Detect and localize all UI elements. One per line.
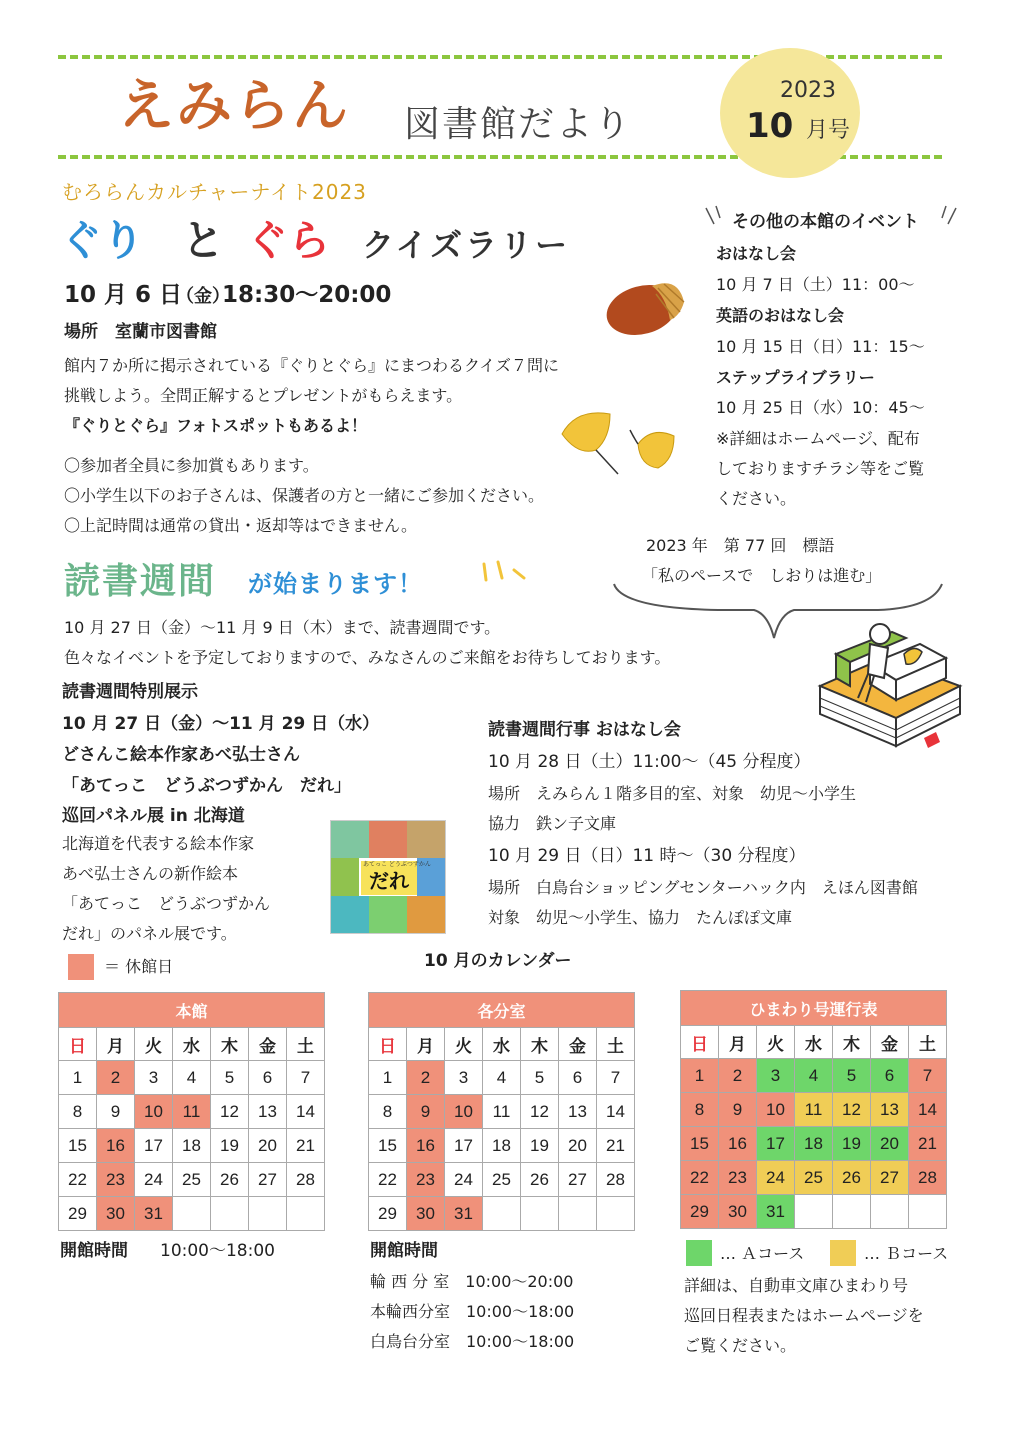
weekday-header: 水: [483, 1028, 521, 1061]
calendar-day: 28: [909, 1161, 947, 1195]
event-english-date: 10 月 15 日（日）11：15〜: [716, 337, 925, 356]
calendar-day: 6: [559, 1061, 597, 1095]
calendar-day: 22: [681, 1161, 719, 1195]
weekday-header: 土: [909, 1026, 947, 1059]
calendar-week-row: [681, 1195, 947, 1229]
bunshitsu-calendar-title: 各分室: [369, 993, 635, 1028]
calendar-day: 21: [597, 1129, 635, 1163]
exhibit-title: 読書週間特別展示: [62, 682, 198, 702]
branch-calendar: [368, 992, 635, 1231]
exhibit-date: 10 月 27 日（金）〜11 月 29 日（水）: [62, 714, 380, 734]
library-logo: えみらん: [118, 74, 350, 139]
sparkle-lines-icon: [476, 560, 536, 590]
calendar-week-row: [369, 1129, 635, 1163]
calendar-day: 25: [173, 1163, 211, 1197]
quiz-title-guri: ぐり: [60, 216, 145, 265]
honkan-calendar-title: 本館: [59, 993, 325, 1028]
calendar-day: 12: [211, 1095, 249, 1129]
calendar-day: 10: [135, 1095, 173, 1129]
story-1-coop: 協力 鉄ン子文庫: [488, 814, 617, 833]
event-english-name: 英語のおはなし会: [716, 306, 845, 325]
himawari-note-2: 巡回日程表またはホームページを: [684, 1306, 924, 1325]
calendar-day: 11: [483, 1095, 521, 1129]
calendar-week-row: [59, 1163, 325, 1197]
story-1-place: 場所 えみらん１階多目的室、対象 幼児〜小学生: [488, 784, 857, 803]
calendar-day: 5: [833, 1059, 871, 1093]
quiz-title-to: と: [182, 216, 225, 265]
weekday-header: 木: [833, 1026, 871, 1059]
ginkgo-leaf-icon: [556, 404, 686, 484]
calendar-day: 6: [871, 1059, 909, 1093]
quiz-title-rally: クイズラリー: [362, 226, 571, 264]
calendar-day: 10: [445, 1095, 483, 1129]
calendar-week-row: [681, 1127, 947, 1161]
calendar-week-row: [369, 1095, 635, 1129]
calendar-day: 7: [597, 1061, 635, 1095]
quiz-note-1: 〇参加者全員に参加賞もあります。: [64, 456, 319, 475]
story-events-title: 読書週間行事 おはなし会: [488, 720, 681, 740]
calendar-day: [249, 1197, 287, 1231]
reading-week-title-tail: が始まります！: [248, 570, 423, 598]
calendar-day: [287, 1197, 325, 1231]
reading-week-period: 10 月 27 日（金）〜11 月 9 日（木）まで、読書週間です。: [64, 618, 501, 637]
branch-hours-hakuchodai: 白鳥台分室 10:00〜18:00: [370, 1332, 575, 1351]
calendar-day: 12: [833, 1093, 871, 1127]
book-cover-subtitle: あてっこ どうぶつずかん: [363, 861, 431, 868]
calendar-week-row: [681, 1161, 947, 1195]
calendar-day: 6: [249, 1061, 287, 1095]
event-step-name: ステップライブラリー: [716, 368, 875, 387]
calendar-day: [597, 1197, 635, 1231]
events-note-1: ※詳細はホームページ、配布: [716, 429, 920, 448]
calendar-day: 9: [97, 1095, 135, 1129]
course-b-label: … Ｂコース: [864, 1244, 949, 1263]
calendar-week-row: [681, 1093, 947, 1127]
calendar-day: 3: [135, 1061, 173, 1095]
weekday-header: 火: [445, 1028, 483, 1061]
calendar-day: [211, 1197, 249, 1231]
slogan-caption: 2023 年 第 77 回 標語: [646, 536, 835, 555]
calendar-day: 7: [909, 1059, 947, 1093]
honkan-calendar: [58, 992, 325, 1231]
quiz-note-3: 〇上記時間は通常の貸出・返却等はできません。: [64, 516, 417, 535]
exhibit-desc-1: 北海道を代表する絵本作家: [62, 834, 255, 853]
calendar-day: 1: [369, 1061, 407, 1095]
calendar-day: 2: [407, 1061, 445, 1095]
himawari-calendar: [680, 990, 947, 1229]
weekday-header: 木: [521, 1028, 559, 1061]
exhibit-tour: 巡回パネル展 in 北海道: [62, 806, 245, 826]
calendar-week-row: [369, 1061, 635, 1095]
quiz-time: 18:30〜20:00: [222, 282, 392, 308]
calendar-day: 19: [521, 1129, 559, 1163]
weekday-header: 金: [871, 1026, 909, 1059]
calendar-day: 30: [719, 1195, 757, 1229]
calendar-day: 24: [135, 1163, 173, 1197]
calendar-day: 25: [483, 1163, 521, 1197]
calendar-day: 31: [135, 1197, 173, 1231]
calendar-day: 26: [211, 1163, 249, 1197]
calendar-day: 22: [369, 1163, 407, 1197]
calendar-day: 19: [833, 1127, 871, 1161]
calendar-day: 20: [559, 1129, 597, 1163]
course-b-swatch: [830, 1240, 856, 1266]
course-a-swatch: [686, 1240, 712, 1266]
weekday-header: 水: [173, 1028, 211, 1061]
book-cover: [330, 820, 446, 934]
quiz-date: 10 月 6 日: [64, 282, 183, 308]
calendar-day: 8: [369, 1095, 407, 1129]
calendar-day: 1: [681, 1059, 719, 1093]
calendar-day: 30: [97, 1197, 135, 1231]
calendar-day: 24: [445, 1163, 483, 1197]
calendar-day: 7: [287, 1061, 325, 1095]
quiz-desc-2: 挑戦しよう。全問正解するとプレゼントがもらえます。: [64, 386, 463, 405]
calendar-day: 13: [871, 1093, 909, 1127]
calendar-day: 22: [59, 1163, 97, 1197]
book-cover-title: だれ: [369, 869, 409, 893]
calendar-week-row: [369, 1197, 635, 1231]
weekday-header: 日: [59, 1028, 97, 1061]
calendar-day: 30: [407, 1197, 445, 1231]
calendar-day: 1: [59, 1061, 97, 1095]
calendar-day: 8: [681, 1093, 719, 1127]
weekday-header: 日: [369, 1028, 407, 1061]
calendar-day: 15: [369, 1129, 407, 1163]
quiz-kicker: むろらんカルチャーナイト2023: [62, 180, 367, 204]
exhibit-artist: どさんこ絵本作家あべ弘士さん: [62, 745, 300, 765]
weekday-header: 土: [287, 1028, 325, 1061]
story-2-place: 場所 白鳥台ショッピングセンターハック内 えほん図書館: [488, 878, 918, 897]
himawari-calendar-title: ひまわり号運行表: [681, 991, 947, 1026]
quiz-photo-spot: 『ぐりとぐら』フォトスポットもあるよ！: [64, 416, 368, 435]
calendar-week-row: [681, 1059, 947, 1093]
honkan-hours-label: 開館時間: [60, 1241, 128, 1261]
exhibit-desc-3: 「あてっこ どうぶつずかん: [62, 894, 271, 913]
calendar-day: 23: [407, 1163, 445, 1197]
quiz-desc-1: 館内７か所に掲示されている『ぐりとぐら』にまつわるクイズ７問に: [64, 356, 560, 375]
weekday-header: 月: [407, 1028, 445, 1061]
calendar-day: [909, 1195, 947, 1229]
quiz-note-2: 〇小学生以下のお子さんは、保護者の方と一緒にご参加ください。: [64, 486, 545, 505]
calendar-day: 15: [59, 1129, 97, 1163]
calendar-day: 29: [369, 1197, 407, 1231]
calendar-day: 14: [597, 1095, 635, 1129]
calendar-day: 26: [833, 1161, 871, 1195]
weekday-header: 火: [757, 1026, 795, 1059]
calendar-day: 20: [249, 1129, 287, 1163]
calendar-day: 19: [211, 1129, 249, 1163]
calendar-day: 26: [521, 1163, 559, 1197]
calendar-day: 27: [249, 1163, 287, 1197]
calendar-day: 27: [559, 1163, 597, 1197]
exhibit-desc-2: あべ弘士さんの新作絵本: [62, 864, 239, 883]
weekday-header: 金: [559, 1028, 597, 1061]
event-step-date: 10 月 25 日（水）10：45〜: [716, 398, 925, 417]
calendar-day: 31: [445, 1197, 483, 1231]
calendar-day: 28: [597, 1163, 635, 1197]
calendar-day: 12: [521, 1095, 559, 1129]
weekday-header: 月: [719, 1026, 757, 1059]
calendar-day: 3: [445, 1061, 483, 1095]
calendar-day: 18: [795, 1127, 833, 1161]
calendar-week-row: [59, 1197, 325, 1231]
calendar-day: [871, 1195, 909, 1229]
calendar-week-row: [369, 1163, 635, 1197]
story-1-date: 10 月 28 日（土）11:00〜（45 分程度）: [488, 752, 811, 772]
calendar-day: 4: [483, 1061, 521, 1095]
branch-hours-honwanishi: 本輪西分室 10:00〜18:00: [370, 1302, 575, 1321]
weekday-header: 日: [681, 1026, 719, 1059]
calendar-day: 23: [719, 1161, 757, 1195]
calendar-day: [483, 1197, 521, 1231]
calendar-day: 16: [97, 1129, 135, 1163]
calendar-day: 17: [135, 1129, 173, 1163]
exhibit-book-title: 「あてっこ どうぶつずかん だれ」: [62, 776, 351, 796]
himawari-note-3: ご覧ください。: [684, 1336, 797, 1355]
weekday-header: 月: [97, 1028, 135, 1061]
calendar-week-row: [59, 1095, 325, 1129]
calendar-day: 9: [407, 1095, 445, 1129]
himawari-note-1: 詳細は、自動車文庫ひまわり号: [684, 1276, 909, 1295]
calendar-day: [795, 1195, 833, 1229]
calendar-day: 31: [757, 1195, 795, 1229]
weekday-header: 金: [249, 1028, 287, 1061]
calendar-day: 15: [681, 1127, 719, 1161]
calendar-day: 17: [445, 1129, 483, 1163]
calendar-day: 18: [483, 1129, 521, 1163]
slogan-text: 「私のペースで しおりは進む」: [642, 566, 882, 585]
calendar-day: 16: [407, 1129, 445, 1163]
calendar-day: 8: [59, 1095, 97, 1129]
weekday-header: 水: [795, 1026, 833, 1059]
calendar-day: 9: [719, 1093, 757, 1127]
issue-year: 2023: [780, 78, 836, 103]
calendar-day: 4: [173, 1061, 211, 1095]
calendar-day: 28: [287, 1163, 325, 1197]
calendar-day: 21: [287, 1129, 325, 1163]
reading-week-title: 読書週間: [64, 561, 217, 602]
quiz-weekday: （金）: [176, 286, 230, 307]
calendar-week-row: [59, 1061, 325, 1095]
reading-week-intro: 色々なイベントを予定しておりますので、みなさんのご来館をお待ちしております。: [64, 648, 671, 667]
calendar-day: [833, 1195, 871, 1229]
branch-hours-label: 開館時間: [370, 1241, 438, 1261]
newsletter-title: 図書館だより: [404, 104, 633, 145]
calendar-day: 16: [719, 1127, 757, 1161]
calendar-day: 5: [521, 1061, 559, 1095]
issue-month: 10: [746, 106, 794, 146]
calendar-day: 25: [795, 1161, 833, 1195]
calendar-day: 2: [719, 1059, 757, 1093]
calendar-day: 14: [287, 1095, 325, 1129]
weekday-header: 土: [597, 1028, 635, 1061]
calendar-day: [521, 1197, 559, 1231]
calendar-day: 13: [559, 1095, 597, 1129]
weekday-header: 木: [211, 1028, 249, 1061]
calendar-day: 2: [97, 1061, 135, 1095]
events-note-2: しておりますチラシ等をご覧: [716, 459, 925, 478]
calendar-day: [559, 1197, 597, 1231]
course-a-label: … Ａコース: [720, 1244, 805, 1263]
quiz-title-gura: ぐら: [246, 216, 331, 265]
calendar-day: 18: [173, 1129, 211, 1163]
calendar-day: 14: [909, 1093, 947, 1127]
story-2-target: 対象 幼児〜小学生、協力 たんぽぽ文庫: [488, 908, 793, 927]
calendar-day: 27: [871, 1161, 909, 1195]
calendar-heading: 10 月のカレンダー: [424, 951, 572, 971]
calendar-day: 23: [97, 1163, 135, 1197]
calendar-day: 10: [757, 1093, 795, 1127]
calendar-day: [173, 1197, 211, 1231]
honkan-hours: 10:00〜18:00: [160, 1241, 275, 1261]
acorn-icon: [600, 272, 690, 338]
closed-legend-label: ＝ 休館日: [104, 957, 174, 976]
story-2-date: 10 月 29 日（日）11 時〜（30 分程度）: [488, 846, 806, 866]
events-note-3: ください。: [716, 489, 797, 508]
calendar-week-row: [59, 1129, 325, 1163]
calendar-day: 24: [757, 1161, 795, 1195]
calendar-day: 3: [757, 1059, 795, 1093]
other-events-title: その他の本館のイベント: [732, 212, 919, 232]
exhibit-desc-4: だれ」のパネル展です。: [62, 924, 237, 943]
issue-unit: 月号: [806, 118, 851, 143]
calendar-day: 11: [173, 1095, 211, 1129]
event-ohanashi-name: おはなし会: [716, 244, 797, 263]
closed-legend-swatch: [68, 954, 94, 980]
calendar-day: 29: [59, 1197, 97, 1231]
branch-hours-wanishi: 輪 西 分 室 10:00〜20:00: [370, 1272, 574, 1291]
calendar-day: 29: [681, 1195, 719, 1229]
calendar-day: 5: [211, 1061, 249, 1095]
calendar-day: 4: [795, 1059, 833, 1093]
calendar-day: 13: [249, 1095, 287, 1129]
weekday-header: 火: [135, 1028, 173, 1061]
reading-person-icon: [810, 614, 970, 764]
calendar-day: 20: [871, 1127, 909, 1161]
quiz-place: 場所 室蘭市図書館: [64, 322, 217, 342]
calendar-day: 17: [757, 1127, 795, 1161]
event-ohanashi-date: 10 月 7 日（土）11：00〜: [716, 275, 915, 294]
calendar-day: 11: [795, 1093, 833, 1127]
calendar-day: 21: [909, 1127, 947, 1161]
